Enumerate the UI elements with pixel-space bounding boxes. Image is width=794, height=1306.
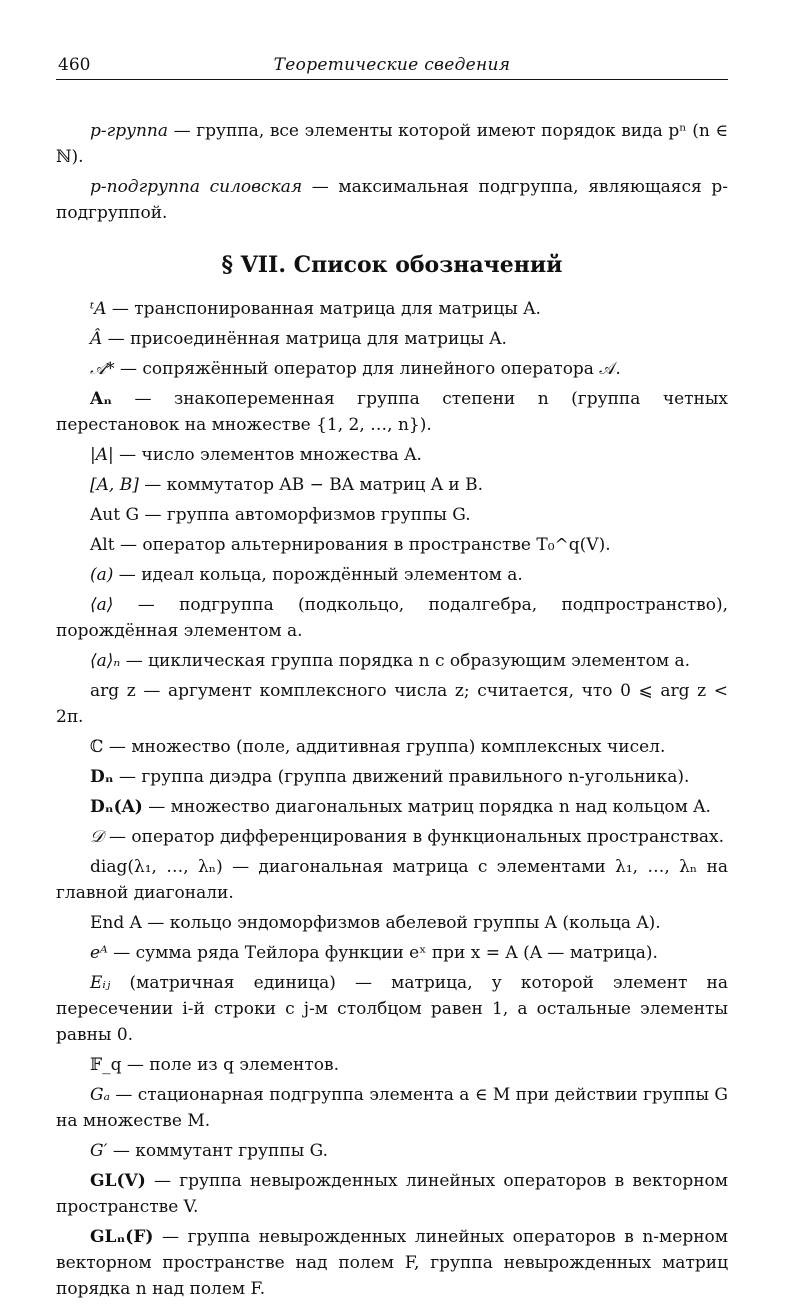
notation-description: — поле из q элементов. <box>121 1055 339 1075</box>
term: p-группа <box>90 121 168 141</box>
term: p-подгруппа силовская <box>90 177 303 197</box>
notation-description: — оператор альтернирования в пространстве T₀^q(V). <box>114 535 611 555</box>
notation-symbol: GLₙ(F) <box>90 1227 154 1247</box>
notation-description: — транспонированная матрица для матрицы A. <box>106 299 541 319</box>
notation-entry <box>56 1052 728 1078</box>
notation-entry <box>56 824 728 850</box>
notation-description: — присоединённая матрица для матрицы A. <box>102 329 507 349</box>
notation-entry <box>56 592 728 644</box>
notation-list <box>56 296 728 1302</box>
notation-symbol: G′ <box>90 1141 108 1161</box>
notation-symbol: Alt <box>90 535 115 555</box>
notation-symbol: 𝒟 <box>90 827 104 847</box>
notation-entry <box>56 356 728 382</box>
definition-text: — группа, все элементы которой имеют порядок вида pⁿ (n ∈ ℕ). <box>56 121 728 167</box>
notation-description: — коммутант группы G. <box>107 1141 329 1161</box>
page-number: 460 <box>58 55 91 75</box>
definition-p-group <box>56 118 728 170</box>
notation-entry <box>56 296 728 322</box>
notation-entry <box>56 502 728 528</box>
notation-symbol: Dₙ(A) <box>90 797 143 817</box>
notation-description: — знакопеременная группа степени n (группа четных перестановок на множестве {1, 2, …, n}). <box>56 389 728 435</box>
notation-description: — оператор дифференцирования в функциональных пространствах. <box>103 827 725 847</box>
notation-entry <box>56 1224 728 1302</box>
notation-entry <box>56 1138 728 1164</box>
notation-entry <box>56 794 728 820</box>
notation-description: — стационарная подгруппа элемента a ∈ M при действии группы G на множестве M. <box>56 1085 728 1131</box>
notation-description: — множество (поле, аддитивная группа) комплексных чисел. <box>103 737 666 757</box>
notation-description: — группа невырожденных линейных операторов в n-мерном векторном пространстве над полем F, группа невырожденных матриц порядка n над полем F. <box>56 1227 728 1299</box>
definition-text: — максимальная подгруппа, являющаяся p-подгруппой. <box>56 177 729 223</box>
notation-description: — сумма ряда Тейлора функции eˣ при x = A (A — матрица). <box>107 943 658 963</box>
notation-entry <box>56 648 728 674</box>
notation-entry <box>56 940 728 966</box>
notation-symbol: Gₐ <box>90 1085 110 1105</box>
notation-symbol: Dₙ <box>90 767 114 787</box>
notation-symbol: GL(V) <box>90 1171 146 1191</box>
running-title: Теоретические сведения <box>273 55 511 75</box>
notation-symbol: ℂ <box>90 737 104 757</box>
notation-entry <box>56 562 728 588</box>
notation-symbol: arg z <box>90 681 136 701</box>
notation-entry <box>56 678 728 730</box>
notation-description: — группа невырожденных линейных операторов в векторном пространстве V. <box>56 1171 728 1217</box>
notation-description: — группа диэдра (группа движений правильного n-угольника). <box>113 767 690 787</box>
notation-entry <box>56 1082 728 1134</box>
notation-description: — число элементов множества A. <box>113 445 422 465</box>
notation-description: — аргумент комплексного числа z; считается, что 0 ⩽ arg z < 2π. <box>56 681 728 727</box>
notation-symbol: ᵗA <box>90 299 107 319</box>
notation-symbol: Aut G <box>90 505 140 525</box>
notation-entry <box>56 442 728 468</box>
section-title: § VII. Список обозначений <box>221 252 563 278</box>
notation-entry <box>56 532 728 558</box>
notation-entry <box>56 764 728 790</box>
page-header <box>56 53 728 80</box>
notation-description: (матричная единица) — матрица, у которой элемент на пересечении i-й строки с j-м столбцом равен 1, а остальные элементы равны 0. <box>56 973 728 1045</box>
notation-symbol: diag(λ₁, …, λₙ) <box>90 857 223 877</box>
notation-description: — циклическая группа порядка n с образующим элементом a. <box>120 651 691 671</box>
notation-entry <box>56 386 728 438</box>
notation-entry <box>56 970 728 1048</box>
notation-description: — сопряжённый оператор для линейного оператора 𝒜. <box>114 359 621 379</box>
notation-description: — множество диагональных матриц порядка n над кольцом A. <box>142 797 711 817</box>
notation-symbol: Eᵢⱼ <box>90 973 111 993</box>
notation-description: — кольцо эндоморфизмов абелевой группы A (кольца A). <box>141 913 661 933</box>
notation-symbol: End A <box>90 913 142 933</box>
notation-symbol: 𝒜* <box>90 359 115 379</box>
notation-symbol: 𝔽_q <box>90 1055 122 1075</box>
notation-description: — группа автоморфизмов группы G. <box>139 505 471 525</box>
notation-symbol: ⟨a⟩ₙ <box>90 651 121 671</box>
notation-symbol: |A| <box>90 445 114 465</box>
notation-symbol: eᴬ <box>90 943 108 963</box>
notation-description: — коммутатор AB − BA матриц A и B. <box>138 475 484 495</box>
notation-symbol: Aₙ <box>90 389 113 409</box>
notation-symbol: ⟨a⟩ <box>90 595 114 615</box>
notation-entry <box>56 1168 728 1220</box>
notation-description: — подгруппа (подкольцо, подалгебра, подпространство), порождённая элементом a. <box>56 595 728 641</box>
notation-entry <box>56 854 728 906</box>
notation-entry <box>56 472 728 498</box>
notation-description: — идеал кольца, порождённый элементом a. <box>113 565 523 585</box>
notation-symbol: Â <box>90 329 103 349</box>
notation-symbol: (a) <box>90 565 114 585</box>
notation-entry <box>56 326 728 352</box>
page-body <box>56 118 728 1306</box>
notation-description: — диагональная матрица с элементами λ₁, …, λₙ на главной диагонали. <box>56 857 728 903</box>
definition-sylow-subgroup <box>56 174 728 226</box>
notation-entry <box>56 910 728 936</box>
notation-symbol: [A, B] <box>90 475 139 495</box>
notation-entry <box>56 734 728 760</box>
